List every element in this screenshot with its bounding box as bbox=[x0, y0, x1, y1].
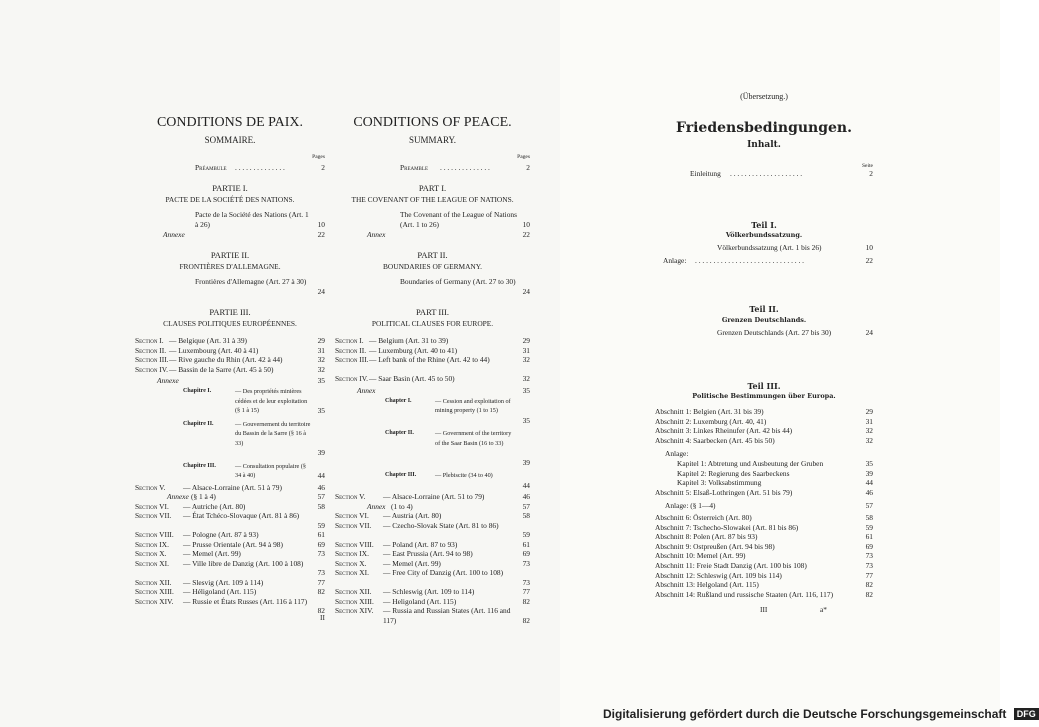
english-subtitle: SUMMARY. bbox=[408, 135, 457, 145]
german-teil3-title: Politische Bestimmungen über Europa. bbox=[692, 392, 836, 400]
german-teil1-item: Völkerbundssatzung (Art. 1 bis 26) 10 bbox=[717, 243, 873, 252]
german-section-row: Abschnitt 8: Polen (Art. 87 bis 93) 61 bbox=[655, 532, 873, 542]
english-part1-title: THE COVENANT OF THE LEAGUE OF NATIONS. bbox=[351, 195, 514, 204]
german-section-row: Abschnitt 10: Memel (Art. 99) 73 bbox=[655, 551, 873, 561]
en-section-row: Section VII. — Czecho-Slovak State (Art. 81 to 86) 59 bbox=[335, 520, 530, 539]
en-section-row: Section IV. — Saar Basin (Art. 45 to 50) 32 bbox=[335, 374, 530, 383]
en-section-row: Section XI. — Free City of Danzig (Art. 100 to 108) 73 bbox=[335, 568, 530, 587]
french-subtitle: SOMMAIRE. bbox=[204, 135, 256, 145]
en-section-row: Section IX. — East Prussia (Art. 94 to 98) 69 bbox=[335, 549, 530, 558]
french-part1-page: 10 bbox=[317, 220, 325, 229]
en-annex-row: Annex 35 bbox=[357, 385, 530, 395]
fr-section-row: Section II. — Luxembourg (Art. 40 à 41) 31 bbox=[135, 345, 325, 355]
german-section-row: Abschnitt 3: Linkes Rheinufer (Art. 42 bis 44) 32 bbox=[655, 426, 873, 436]
english-title: CONDITIONS OF PEACE. bbox=[353, 115, 512, 130]
en-section-row: Section I. — Belgium (Art. 31 to 39) 29 bbox=[335, 336, 530, 345]
fr-section-row: Section VII. — État Tchéco-Slovaque (Art. 81 à 86) 59 bbox=[135, 511, 325, 530]
en-section-row: Section V. — Alsace-Lorraine (Art. 51 to 79) 46 bbox=[335, 492, 530, 501]
fr-annex-row: Annexe 35 bbox=[157, 376, 325, 385]
french-title: CONDITIONS DE PAIX. bbox=[156, 115, 304, 130]
fr-section-row: Section XIV. — Russie et États Russes (Art. 116 à 117) 82 bbox=[135, 596, 325, 615]
fr-section-row: Section VIII. — Pologne (Art. 87 à 93) 61 bbox=[135, 530, 325, 539]
german-section-row: Abschnitt 12: Schleswig (Art. 109 bis 114) 77 bbox=[655, 570, 873, 580]
german-translation-note: (Übersetzung.) bbox=[740, 92, 788, 101]
right-page-number: III bbox=[760, 605, 768, 614]
fr-section-row: Section X. — Memel (Art. 99) 73 bbox=[135, 549, 325, 558]
english-part2-item: Boundaries of Germany (Art. 27 to 30) bbox=[400, 277, 516, 286]
german-anlage-row: Anlage: bbox=[665, 449, 689, 459]
german-section-row: Abschnitt 11: Freie Stadt Danzig (Art. 100 bis 108) 73 bbox=[655, 561, 873, 570]
german-section-row: Abschnitt 4: Saarbecken (Art. 45 bis 50) 32 bbox=[655, 435, 873, 445]
fr-chapter-row: Chapitre I. — Des propriétés minières cédées et de leur exploitation (§ 1 à 15) 35 bbox=[183, 388, 325, 415]
english-part1-page: 10 bbox=[522, 220, 530, 229]
en-section-row: Section XII. — Schleswig (Art. 109 to 114) 77 bbox=[335, 587, 530, 596]
german-section-row: Abschnitt 9: Ostpreußen (Art. 94 bis 98) 69 bbox=[655, 541, 873, 551]
french-part1-annexe: Annexe bbox=[163, 230, 185, 239]
en-section-row: Section X. — Memel (Art. 99) 73 bbox=[335, 558, 530, 568]
english-part2-title: BOUNDARIES OF GERMANY. bbox=[382, 262, 483, 271]
german-section-row: Abschnitt 6: Österreich (Art. 80) 58 bbox=[655, 513, 873, 522]
german-chapter-row: Kapitel 2: Regierung des Saarbeckens 39 bbox=[677, 468, 873, 478]
en-section-row: Section VI. — Austria (Art. 80) 58 bbox=[335, 511, 530, 520]
german-anlage-row: Anlage: (§ 1—4) 57 bbox=[665, 501, 873, 511]
french-part3-title: CLAUSES POLITIQUES EUROPÉENNES. bbox=[163, 319, 297, 328]
german-teil2-item: Grenzen Deutschlands (Art. 27 bis 30) 24 bbox=[717, 328, 873, 337]
german-teil1-title: Völkerbundssatzung. bbox=[725, 231, 803, 239]
dfg-footer bbox=[603, 707, 1039, 721]
fr-section-row: Section VI. — Autriche (Art. 80) 58 bbox=[135, 501, 325, 511]
french-part2-title: FRONTIÈRES D'ALLEMAGNE. bbox=[179, 262, 281, 271]
english-part2-heading: PART II. bbox=[417, 250, 448, 260]
fr-section-row: Section V. — Alsace-Lorraine (Art. 51 à 79) 46 bbox=[135, 482, 325, 492]
german-intro: Einleitung . . . . . . . . . . . . . . . . . . . . 2 bbox=[690, 169, 873, 178]
en-section-row: Section III. — Left bank of the Rhine (Art. 42 to 44) 32 bbox=[335, 355, 530, 364]
german-section-row: Abschnitt 14: Rußland und russische Staaten (Art. 116, 117) 82 bbox=[655, 589, 873, 599]
fr-section-row: Annexe (§ 1 à 4) 57 bbox=[167, 492, 325, 501]
german-section-row: Abschnitt 7: Tschecho-Slowakei (Art. 81 bis 86) 59 bbox=[655, 522, 873, 532]
french-part2-heading: PARTIE II. bbox=[210, 250, 250, 260]
german-section-row: Abschnitt 13: Helgoland (Art. 115) 82 bbox=[655, 580, 873, 590]
english-part1-annex: Annex bbox=[367, 230, 386, 239]
french-part2-item: Frontières d'Allemagne (Art. 27 à 30) bbox=[195, 277, 307, 286]
en-chapter-row: Chapter III. — Plebiscite (34 to 40) 44 bbox=[385, 472, 530, 490]
signature-mark: a* bbox=[820, 605, 827, 614]
fr-section-row: Section XI. — Ville libre de Danzig (Art. 100 à 108) 73 bbox=[135, 558, 325, 577]
german-title: Friedensbedingungen. bbox=[676, 120, 852, 136]
german-teil2-heading: Teil II. bbox=[749, 304, 779, 314]
french-part1-item: Pacte de la Société des Nations (Art. 1 à 26) bbox=[195, 210, 309, 229]
left-page-number: II bbox=[320, 613, 325, 622]
english-pages-label: Pages bbox=[517, 154, 530, 160]
right-page bbox=[560, 0, 1000, 727]
french-part1-title: PACTE DE LA SOCIÉTÉ DES NATIONS. bbox=[165, 195, 295, 204]
en-section-row: Annex (1 to 4) 57 bbox=[367, 501, 530, 511]
english-part3-heading: PART III. bbox=[415, 307, 450, 317]
french-part1-annexe-page: 22 bbox=[317, 230, 325, 239]
fr-chapter-row: Chapitre II. — Gouvernement du territoire du Bassin de la Sarre (§ 16 à 33) 39 bbox=[183, 420, 325, 457]
en-chapter-row: Chapter II. — Government of the territory of the Saar Basin (16 to 33) 39 bbox=[385, 430, 530, 467]
french-part1-heading: PARTIE I. bbox=[212, 183, 248, 193]
en-section-row: Section XIV. — Russia and Russian States (Art. 116 and 117) 82 bbox=[335, 606, 530, 625]
english-part3-title: POLITICAL CLAUSES FOR EUROPE. bbox=[371, 319, 494, 328]
french-pages-label: Pages bbox=[312, 154, 325, 160]
footer-text: Digitalisierung gefördert durch die Deutsche Forschungsgemeinschaft bbox=[603, 707, 1007, 721]
fr-section-row: Section I. — Belgique (Art. 31 à 39) 29 bbox=[135, 336, 325, 345]
german-section-row: Abschnitt 2: Luxemburg (Art. 40, 41) 31 bbox=[655, 416, 873, 426]
german-teil1-heading: Teil I. bbox=[751, 220, 777, 230]
english-preamble: Preamble . . . . . . . . . . . . . . 2 bbox=[400, 163, 530, 172]
french-part2-page: 24 bbox=[317, 287, 325, 296]
french-preamble: Préambule . . . . . . . . . . . . . . 2 bbox=[195, 163, 325, 172]
en-chapter-row: Chapter I. — Cession and exploitation of mining property (1 to 15) 35 bbox=[385, 397, 530, 425]
dfg-logo: DFG bbox=[1014, 708, 1039, 720]
german-teil2-title: Grenzen Deutschlands. bbox=[721, 316, 807, 324]
english-part1-heading: PART I. bbox=[418, 183, 447, 193]
german-chapter-row: Kapitel 1: Abtretung und Ausbeutung der Gruben 35 bbox=[677, 459, 873, 468]
fr-section-row: Section XII. — Slesvig (Art. 109 à 114) 77 bbox=[135, 577, 325, 587]
english-part1-item: The Covenant of the League of Nations (Art. 1 to 26) bbox=[400, 210, 517, 229]
german-teil1-anlage: Anlage: . . . . . . . . . . . . . . . . . . . . . . . . . . . . . . 22 bbox=[663, 256, 873, 265]
french-part3-heading: PARTIE III. bbox=[209, 307, 251, 317]
german-teil3-heading: Teil III. bbox=[747, 381, 781, 391]
german-section-row: Abschnitt 5: Elsaß-Lothringen (Art. 51 bis 79) 46 bbox=[655, 487, 873, 497]
fr-section-row: Section IX. — Prusse Orientale (Art. 94 à 98) 69 bbox=[135, 539, 325, 549]
german-pages-label: Seite bbox=[862, 163, 873, 169]
german-section-row: Abschnitt 1: Belgien (Art. 31 bis 39) 29 bbox=[655, 407, 873, 416]
english-part1-annex-page: 22 bbox=[522, 230, 530, 239]
fr-chapter-row: Chapitre III. — Consultation populaire (§ 34 à 40) 44 bbox=[183, 462, 325, 480]
fr-section-row: Section III. — Rive gauche du Rhin (Art. 42 à 44) 32 bbox=[135, 355, 325, 364]
german-subtitle: Inhalt. bbox=[747, 140, 781, 150]
english-part2-page: 24 bbox=[522, 287, 530, 296]
en-section-row: Section VIII. — Poland (Art. 87 to 93) 61 bbox=[335, 539, 530, 549]
en-section-row: Section II. — Luxemburg (Art. 40 to 41) 31 bbox=[335, 345, 530, 355]
fr-section-row: Section XIII. — Héligoland (Art. 115) 82 bbox=[135, 587, 325, 596]
german-chapter-row: Kapitel 3: Volksabstimmung 44 bbox=[677, 478, 873, 488]
en-section-row: Section XIII. — Heligoland (Art. 115) 82 bbox=[335, 596, 530, 606]
fr-section-row: Section IV. — Bassin de la Sarre (Art. 45 à 50) 32 bbox=[135, 364, 325, 374]
